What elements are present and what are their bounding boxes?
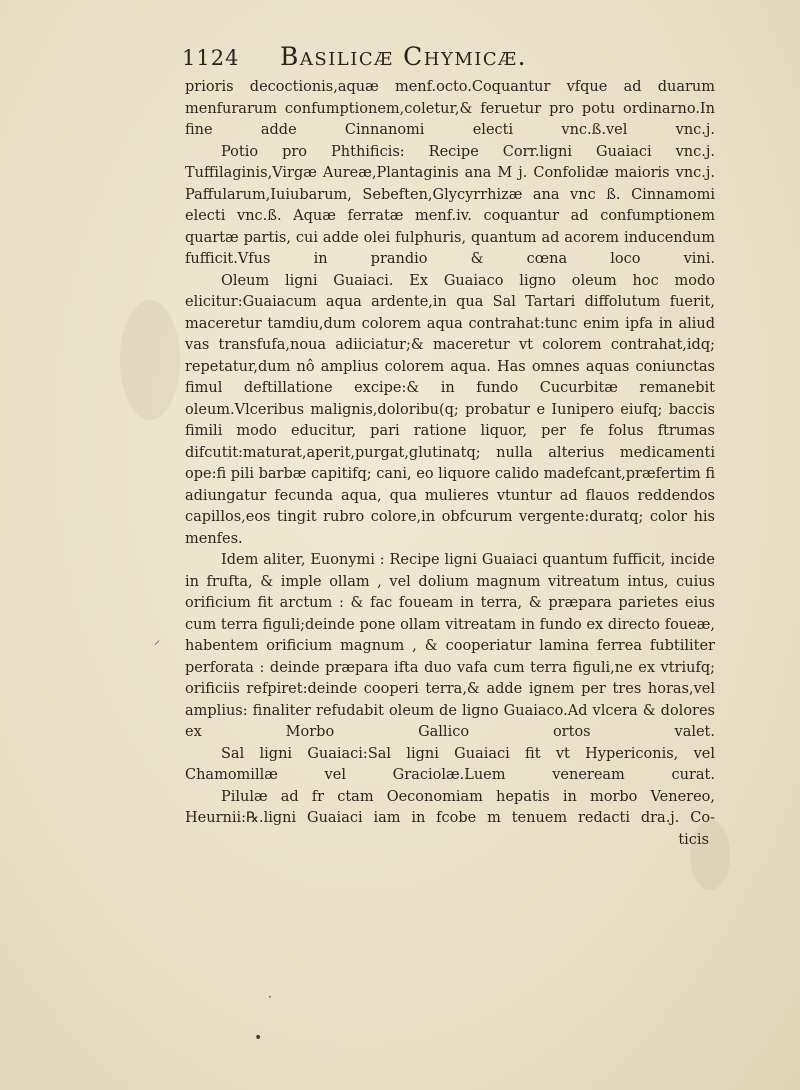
paragraph-pilulae: Pilulæ ad fr ctam Oeconomiam hepatis in morbo Venereo, Heurnii:℞.ligni Guaiaci iam in fcobe m tenuem redacti dra.j. Co- <box>185 788 715 826</box>
ink-speck: ⸍ <box>154 638 161 652</box>
paragraph-decoction: prioris decoctionis,aquæ menf.octo.Coquantur vfque ad duarum menfurarum confumptionem,coletur,& feruetur pro potu ordinarno.In fine adde Cinnanomi electi vnc.ß.vel vnc.j. <box>185 79 715 138</box>
catchword: ticis <box>678 831 709 848</box>
paragraph-oleum-guaiaci: Oleum ligni Guaiaci. Ex Guaiaco ligno oleum hoc modo elicitur:Guaiacum aqua ardente,in qua Sal Tartari diffolutum fuerit, maceretur tamdiu,dum colorem aqua contrahat:tunc enim ipfa in aliud vas transfufa,noua adiiciatur;& maceretur vt colorem contrahat,idq; repetatur,dum nô amplius colorem aqua. Has omnes aquas coniunctas fimul deftillatione excipe:& in fundo Cucurbitæ remanebit oleum.Vlceribus malignis,doloribu(q; probatur e Iunipero eiufq; baccis fimili modo educitur, pari ratione liquor, per fe folus ftrumas difcutit:maturat,aperit,purgat,glutinatq; nulla alterius medicamenti ope:fi pili barbæ capitifq; cani, eo liquore calido madefcant,præfertim fi adiungatur fecunda aqua, qua mulieres vtuntur ad flauos reddendos capillos,eos tingit rubro colore,in obfcurum vergente:duratq; color his menfes. <box>185 272 715 547</box>
ink-speck: · <box>268 990 272 1004</box>
page-number: 1124 <box>182 46 240 70</box>
paragraph-potio-phthisicis: Potio pro Phthificis: Recipe Corr.ligni Guaiaci vnc.j. Tuffilaginis,Virgæ Aureæ,Plantaginis ana M j. Confolidæ maioris vnc.j. Paffularum,Iuiubarum, Sebeften,Glycyrrhizæ ana vnc ß. Cinnamomi electi vnc.ß. Aquæ ferratæ menf.iv. coquantur ad confumptionem quartæ partis, cui adde olei fulphuris, quantum ad acorem inducendum fufficit.Vfus in prandio & cœna loco vini. <box>185 143 715 267</box>
page-header <box>182 40 632 80</box>
running-title: Basilicæ Chymicæ. <box>280 42 528 71</box>
paragraph-sal-guaiaci: Sal ligni Guaiaci:Sal ligni Guaiaci fit vt Hypericonis, vel Chamomillæ vel Graciolæ.Luem veneream curat. <box>185 745 715 783</box>
body-text <box>185 77 715 851</box>
ink-speck: • <box>254 1030 263 1046</box>
paper-stain <box>120 300 180 420</box>
paragraph-idem-aliter: Idem aliter, Euonymi : Recipe ligni Guaiaci quantum fufficit, incide in frufta, & imple ollam , vel dolium magnum vitreatum intus, cuius orificium fit arctum : & fac foueam in terra, & præpara parietes eius cum terra figuli;deinde pone ollam vitreatam in fundo ex directo foueæ, habentem orificium magnum , & cooperiatur lamina ferrea fubtiliter perforata : deinde præpara ifta duo vafa cum terra figuli,ne ex vtriufq; orificiis refpiret:deinde cooperi terra,& adde ignem per tres horas,vel amplius: finaliter refudabit oleum de ligno Guaiaco.Ad vlcera & dolores ex Morbo Gallico ortos valet. <box>185 552 715 740</box>
